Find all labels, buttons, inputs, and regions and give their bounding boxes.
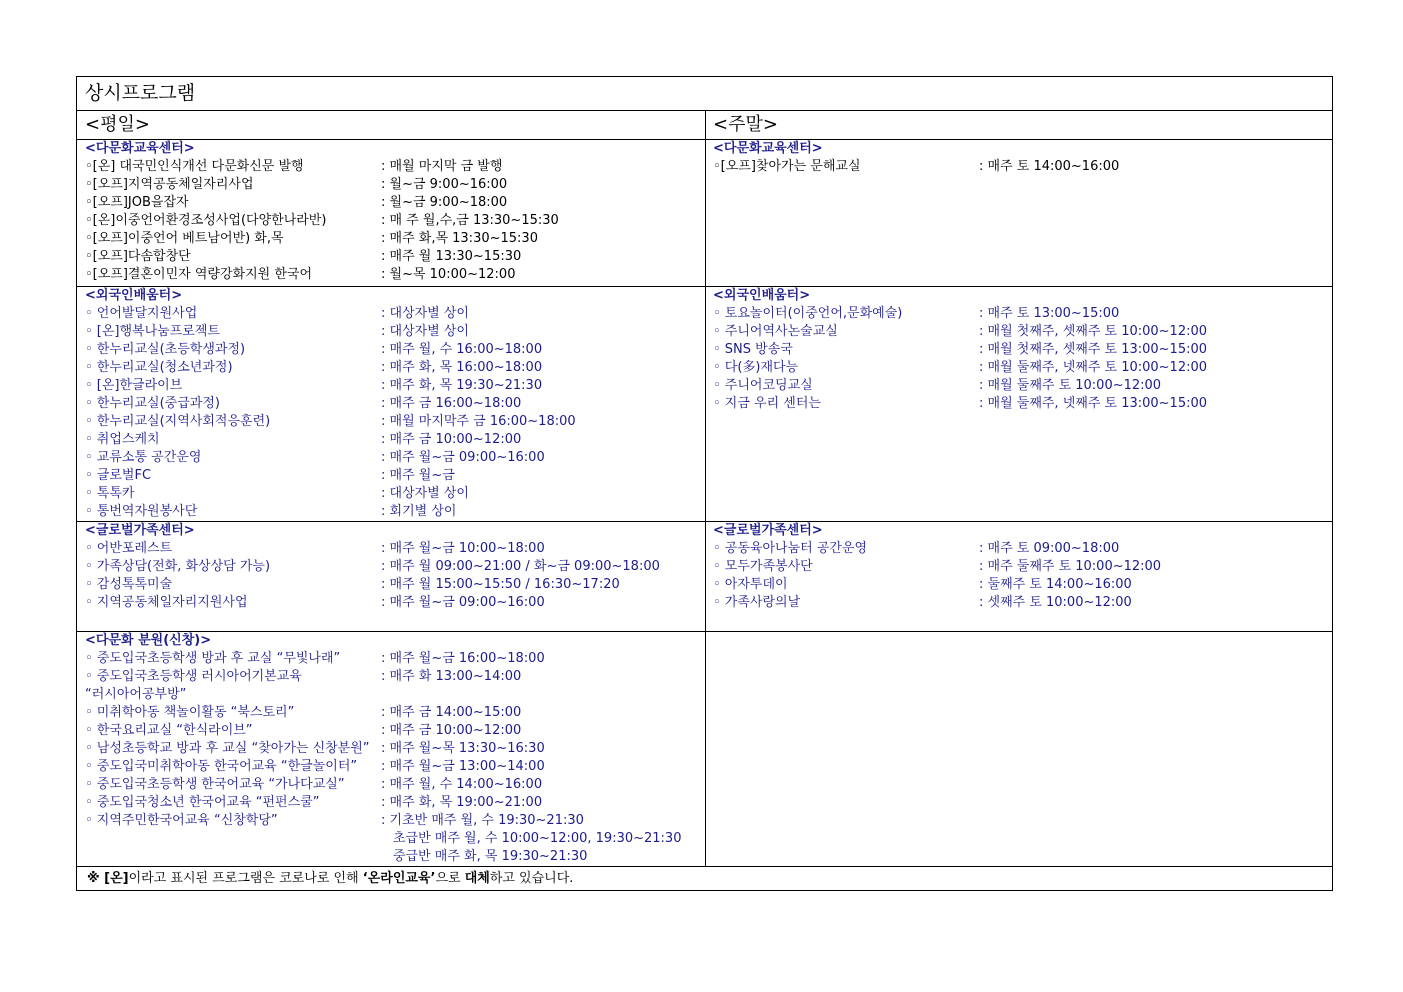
program-schedule: : 둘째주 토 14:00~16:00	[979, 577, 1132, 592]
program-name: ◦ 지역공동체일자리지원사업	[85, 595, 248, 610]
program-row	[85, 467, 455, 485]
weekday-header: <평일>	[85, 114, 150, 135]
program-name: ◦[오프]JOB을잡자	[85, 195, 189, 210]
program-row	[85, 395, 522, 413]
program-name: ◦ [온]행복나눔프로젝트	[85, 324, 220, 339]
program-name: ◦ 어반포레스트	[85, 541, 173, 556]
program-schedule: : 셋째주 토 10:00~12:00	[979, 595, 1132, 610]
section-heading: <외국인배움터>	[85, 288, 183, 303]
program-row	[713, 305, 1120, 323]
program-row	[713, 594, 1132, 612]
program-name: ◦ [온]한글라이브	[85, 378, 183, 393]
program-schedule: : 매주 월, 수 16:00~18:00	[381, 342, 543, 357]
program-row	[713, 377, 1162, 395]
program-row	[85, 212, 559, 230]
section-left-family	[85, 522, 660, 612]
program-name: ◦ 한국요리교실 “한식라이브”	[85, 723, 253, 738]
program-name: ◦ 취업스케치	[85, 432, 160, 447]
program-row	[85, 503, 457, 521]
program-schedule: : 매주 월~금 09:00~16:00	[381, 595, 545, 610]
program-schedule: : 매월 둘째주 토 10:00~12:00	[979, 378, 1162, 393]
program-name: ◦ 주니어역사논술교실	[713, 324, 838, 339]
program-schedule: : 매월 마지막 금 발행	[381, 159, 503, 174]
program-schedule: : 매주 금 14:00~15:00	[381, 705, 522, 720]
divider	[77, 866, 1332, 867]
program-row	[713, 341, 1208, 359]
footer-text: 이라고 표시된 프로그램은 코로나로 인해	[128, 871, 363, 886]
program-schedule: : 회기별 상이	[381, 504, 457, 519]
program-row	[713, 158, 1120, 176]
program-name: ◦ 지금 우리 센터는	[713, 396, 821, 411]
program-row	[85, 194, 508, 212]
footer-text2: 으로	[435, 871, 465, 886]
program-schedule: 중급반 매주 화, 목 19:30~21:30	[393, 849, 588, 864]
page-title: 상시프로그램	[85, 82, 196, 104]
program-row	[85, 248, 522, 266]
program-schedule: : 매주 화, 목 19:00~21:00	[381, 795, 543, 810]
program-row	[85, 305, 469, 323]
program-name: ◦ 감성톡톡미술	[85, 577, 173, 592]
program-schedule: : 매주 월~금 10:00~18:00	[381, 541, 545, 556]
section-right-foreign	[713, 287, 1208, 413]
program-name: ◦ 한누리교실(청소년과정)	[85, 360, 233, 375]
program-name: ◦ 미취학아동 책놀이활동 “북스토리”	[85, 705, 295, 720]
program-schedule: : 기초반 매주 월, 수 19:30~21:30	[381, 813, 584, 828]
program-row	[85, 576, 620, 594]
program-name: “러시아어공부방”	[85, 687, 187, 702]
program-row	[85, 812, 584, 830]
program-name: ◦ 중도입국청소년 한국어교육 “펀펀스쿨”	[85, 795, 320, 810]
program-row	[85, 449, 545, 467]
program-schedule: : 매주 토 14:00~16:00	[979, 159, 1120, 174]
program-name: ◦ 한누리교실(지역사회적응훈련)	[85, 414, 271, 429]
program-row	[85, 704, 522, 722]
program-name: ◦ 언어발달지원사업	[85, 306, 198, 321]
program-name: ◦ 지역주민한국어교육 “신창학당”	[85, 813, 278, 828]
program-schedule: : 월~금 9:00~18:00	[381, 195, 508, 210]
program-schedule: : 대상자별 상이	[381, 324, 469, 339]
footer-bold: ‘온라인교육’	[362, 871, 436, 886]
program-name: ◦ 중도입국초등학생 방과 후 교실 “무빛나래”	[85, 651, 341, 666]
program-schedule: : 매월 둘째주, 넷째주 토 10:00~12:00	[979, 360, 1208, 375]
program-schedule: : 매주 토 09:00~18:00	[979, 541, 1120, 556]
program-row	[85, 722, 522, 740]
program-name: ◦ 모두가족봉사단	[713, 559, 813, 574]
program-row	[85, 740, 545, 758]
program-name: ◦ 톡톡카	[85, 486, 135, 501]
program-schedule: : 매주 화,목 13:30~15:30	[381, 231, 538, 246]
program-schedule: 초급반 매주 월, 수 10:00~12:00, 19:30~21:30	[393, 831, 682, 846]
program-schedule: : 월~금 9:00~16:00	[381, 177, 508, 192]
program-schedule: : 매월 둘째주, 넷째주 토 13:00~15:00	[979, 396, 1208, 411]
program-row	[85, 359, 543, 377]
footer-note	[87, 870, 573, 888]
program-name: ◦ 한누리교실(초등학생과정)	[85, 342, 246, 357]
program-name: ◦[오프]결혼이민자 역량강화지원 한국어	[85, 267, 313, 282]
program-schedule: : 매 주 월,수,금 13:30~15:30	[381, 213, 559, 228]
section-heading: <외국인배움터>	[713, 288, 811, 303]
program-schedule: : 대상자별 상이	[381, 306, 469, 321]
program-row	[713, 576, 1132, 594]
program-row	[85, 686, 211, 704]
program-row	[85, 230, 538, 248]
program-row	[713, 323, 1208, 341]
section-heading: <글로벌가족센터>	[713, 523, 823, 538]
program-name: ◦[온] 대국민인식개선 다문화신문 발행	[85, 159, 304, 174]
program-schedule: : 매주 화, 목 19:30~21:30	[381, 378, 543, 393]
section-left-branch	[85, 632, 682, 866]
program-name: ◦ 가족사랑의날	[713, 595, 801, 610]
program-schedule: : 매주 월, 수 14:00~16:00	[381, 777, 543, 792]
program-name: ◦[오프]지역공동체일자리사업	[85, 177, 254, 192]
program-schedule: : 매주 월~금 09:00~16:00	[381, 450, 545, 465]
program-schedule: : 매주 금 16:00~18:00	[381, 396, 522, 411]
footer-mark: ※ [온]	[87, 871, 129, 886]
program-row	[85, 158, 503, 176]
program-name: ◦ 공동육아나눔터 공간운영	[713, 541, 868, 556]
program-name: ◦ 중도입국미취학아동 한국어교육 “한글놀이터”	[85, 759, 358, 774]
program-name: ◦ 남성초등학교 방과 후 교실 “찾아가는 신창분원”	[85, 741, 370, 756]
program-name: ◦[오프]찾아가는 문해교실	[713, 159, 861, 174]
program-row	[713, 558, 1162, 576]
program-row	[713, 540, 1120, 558]
program-row	[85, 431, 522, 449]
program-row	[85, 650, 545, 668]
footer-bold2: 대체	[464, 871, 490, 886]
program-name: ◦ 중도입국초등학생 한국어교육 “가나다교실”	[85, 777, 345, 792]
section-heading: <다문화 분원(신창)>	[85, 633, 212, 648]
program-schedule: : 매주 토 13:00~15:00	[979, 306, 1120, 321]
program-name: ◦ 토요놀이터(이중언어,문화예술)	[713, 306, 903, 321]
program-schedule: : 매주 월~금	[381, 468, 455, 483]
program-row	[85, 558, 660, 576]
program-schedule: : 매주 금 10:00~12:00	[381, 723, 522, 738]
column-divider	[705, 110, 706, 866]
program-row	[85, 413, 576, 431]
program-schedule: : 매월 첫째주, 셋째주 토 10:00~12:00	[979, 324, 1208, 339]
program-row	[85, 540, 545, 558]
program-row	[85, 341, 543, 359]
program-table	[76, 76, 1333, 891]
program-row	[85, 485, 469, 503]
program-schedule: : 매주 월~금 13:00~14:00	[381, 759, 545, 774]
program-name: ◦ 주니어코딩교실	[713, 378, 813, 393]
program-name: ◦[오프]이중언어 베트남어반) 화,목	[85, 231, 284, 246]
section-heading: <다문화교육센터>	[85, 141, 195, 156]
section-left-foreign	[85, 287, 576, 521]
program-name: ◦[오프]다솜합창단	[85, 249, 191, 264]
program-schedule: : 매주 화, 목 16:00~18:00	[381, 360, 543, 375]
program-schedule: : 매주 월~금 16:00~18:00	[381, 651, 545, 666]
program-row	[85, 323, 469, 341]
program-schedule: : 매월 마지막주 금 16:00~18:00	[381, 414, 576, 429]
program-schedule: : 매주 화 13:00~14:00	[381, 669, 522, 684]
program-row	[85, 776, 543, 794]
program-name: ◦ 다(多)재다능	[713, 360, 799, 375]
program-row	[713, 359, 1208, 377]
section-right-multicultural	[713, 140, 1120, 176]
program-name: ◦ 글로벌FC	[85, 468, 152, 483]
program-name: ◦ 교류소통 공간운영	[85, 450, 202, 465]
program-row	[85, 794, 543, 812]
program-name: ◦[온]이중언어환경조성사업(다양한나라반)	[85, 213, 327, 228]
program-schedule: : 매주 월 15:00~15:50 / 16:30~17:20	[381, 577, 620, 592]
program-name: ◦ SNS 방송국	[713, 342, 793, 357]
program-row	[85, 848, 588, 866]
program-schedule: : 매주 둘째주 토 10:00~12:00	[979, 559, 1162, 574]
program-schedule: : 매주 월~목 13:30~16:30	[381, 741, 545, 756]
section-heading: <글로벌가족센터>	[85, 523, 195, 538]
program-schedule: : 매주 금 10:00~12:00	[381, 432, 522, 447]
program-schedule: : 월~목 10:00~12:00	[381, 267, 516, 282]
program-schedule: : 매월 첫째주, 셋째주 토 13:00~15:00	[979, 342, 1208, 357]
section-left-multicultural	[85, 140, 559, 284]
program-name: ◦ 아자투데이	[713, 577, 788, 592]
program-row	[85, 594, 545, 612]
program-row	[85, 758, 545, 776]
program-row	[85, 830, 682, 848]
program-name: ◦ 한누리교실(중급과정)	[85, 396, 220, 411]
section-heading: <다문화교육센터>	[713, 141, 823, 156]
program-name: ◦ 중도입국초등학생 러시아어기본교육	[85, 669, 302, 684]
program-name: ◦ 통번역자원봉사단	[85, 504, 198, 519]
program-name: ◦ 가족상담(전화, 화상상담 가능)	[85, 559, 271, 574]
program-row	[85, 377, 543, 395]
program-row	[85, 176, 508, 194]
program-row	[713, 395, 1208, 413]
program-schedule: : 매주 월 13:30~15:30	[381, 249, 522, 264]
program-schedule: : 대상자별 상이	[381, 486, 469, 501]
section-right-family	[713, 522, 1162, 612]
footer-text3: 하고 있습니다.	[489, 871, 574, 886]
weekend-header: <주말>	[713, 114, 778, 135]
program-row	[85, 668, 522, 686]
program-schedule: : 매주 월 09:00~21:00 / 화~금 09:00~18:00	[381, 559, 660, 574]
program-row	[85, 266, 516, 284]
